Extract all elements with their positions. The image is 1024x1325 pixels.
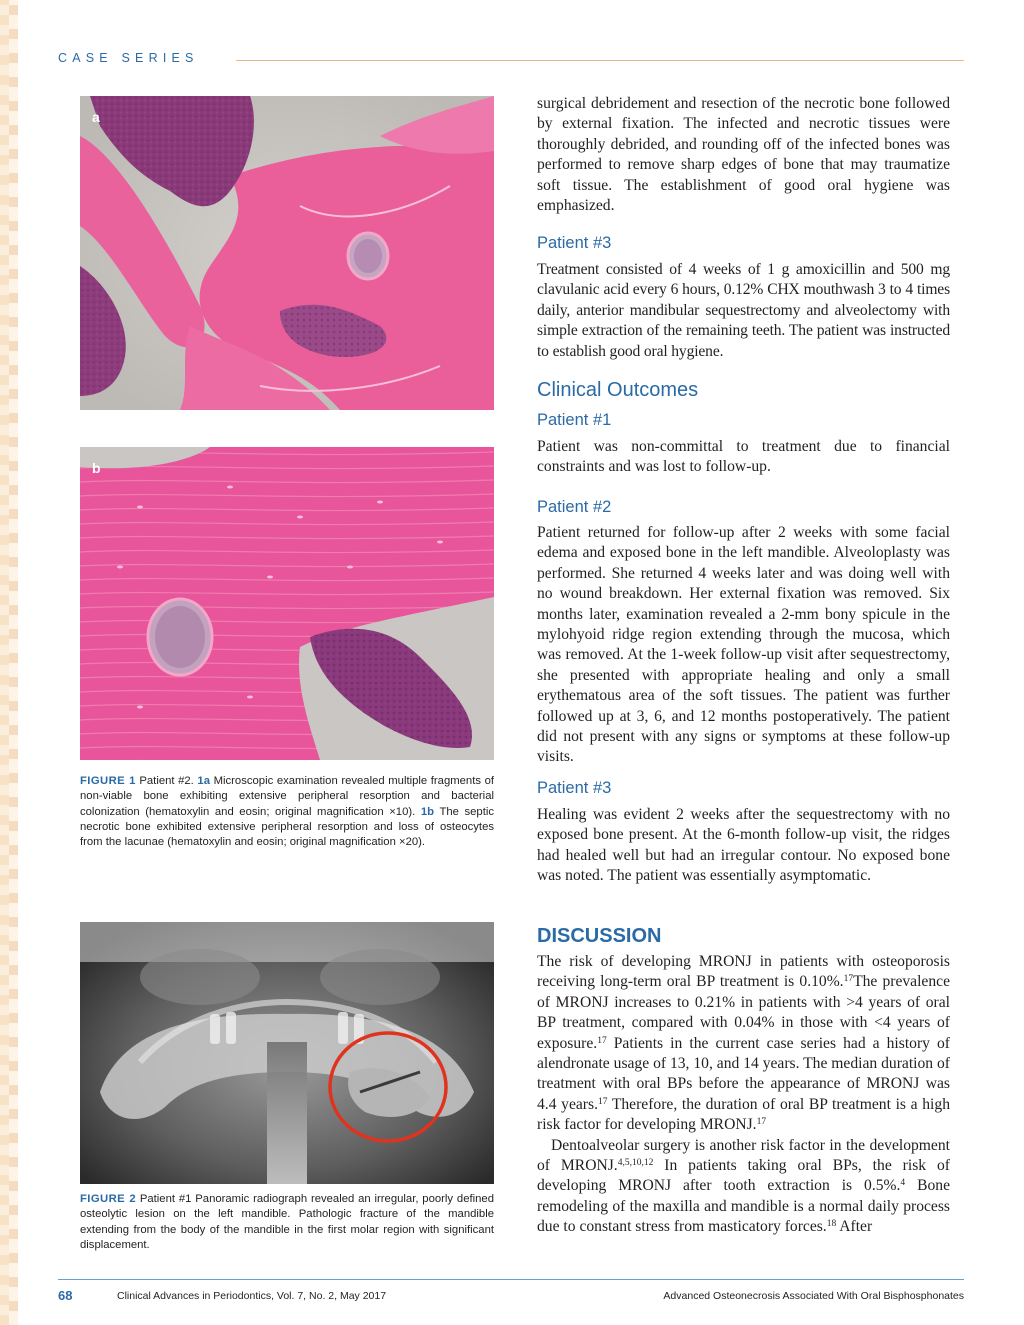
disc2-ref-3: 18 [826, 1219, 837, 1230]
section-label: CASE SERIES [58, 51, 199, 65]
disc2-ref-2: 4 [900, 1178, 906, 1189]
paragraph-patient2-outcome [537, 523, 950, 768]
disc1-ref-1: 17 [843, 974, 854, 985]
panel-label-b: b [92, 460, 101, 476]
figure-1a-micrograph [80, 96, 494, 410]
disc1-ref-3: 17 [597, 1096, 608, 1107]
paragraph-patient3-outcome-text: Healing was evident 2 weeks after the sequestrectomy with no exposed bone present. At the 6-month follow-up visit, the ridges had healed well but had an irregular contour. No exposed bone was noted. The patient was essentially asymptomatic. [537, 806, 950, 885]
heading-patient3-treatment: Patient #3 [537, 234, 612, 252]
heading-patient2-outcome: Patient #2 [537, 498, 612, 516]
footer-rule [58, 1279, 964, 1280]
disc1-ref-2: 17 [597, 1035, 607, 1046]
figure-2-label: FIGURE 2 [80, 1193, 136, 1205]
paragraph-patient3-treatment [537, 260, 950, 362]
figure-1b-text: The septic necrotic bone exhibited extensive peripheral resorption and loss of osteocytes from the lacunae (hematoxylin and eosin; original magnification ×20). [80, 805, 495, 849]
figure-1-label: FIGURE 1 [80, 775, 136, 787]
header-rule [236, 60, 964, 61]
page-edge-decoration [0, 0, 18, 1325]
panel-label-a: a [92, 109, 100, 125]
figure-1a-label: 1a [197, 775, 210, 787]
figure-2-caption [80, 1192, 494, 1253]
figure-1b-label: 1b [420, 805, 435, 818]
disc2-text-1: Dentoalveolar surgery is another risk factor in the development of MRONJ. [537, 1136, 950, 1175]
figure-1a-text: Microscopic examination revealed multiple fragments of non-viable bone exhibiting extensive peripheral resorption and bacterial colonization (hematoxylin and eosin; original magnification ×10). [80, 775, 495, 818]
disc1-text-2: The prevalence of MRONJ increases to 0.21% in patients with >4 years of oral BP treatment, compared with 0.04% in those with <4 years of exposure. [537, 973, 950, 1052]
figure-2-text: Patient #1 Panoramic radiograph revealed an irregular, poorly defined osteolytic lesion on the left mandible. Pathologic fracture of the mandible extending from the body of the mandible in the first molar region with significant displacement. [80, 1193, 494, 1251]
disc1-text-3: Patients in the current case series had a history of alendronate usage of 13, 10, and 14 years. The median duration of treatment with oral BPs before the appearance of MRONJ was 4.4 years. [537, 1034, 950, 1113]
discussion-body [537, 952, 950, 1238]
discussion-paragraph-2 [537, 1136, 950, 1238]
paragraph-patient2-outcome-text: Patient returned for follow-up after 2 weeks with some facial edema and exposed bone in the left mandible. Alveoloplasty was performed. She returned 4 weeks later and was doing well with no wound breakdown. Her external fixation was removed. Six months later, examination revealed a 2-mm bony spicule in the mylohyoid ridge region extending through the mucosa, which was removed. At the 1-week follow-up visit after sequestrectomy, she presented with appropriate healing and only a small erythematous area of the soft tissues. The patient was further followed up at 3, 6, and 12 months postoperatively. The patient did not present with any signs or symptoms at these follow-up visits. [537, 524, 950, 766]
figure-2-radiograph [80, 922, 494, 1184]
heading-patient1-outcome: Patient #1 [537, 411, 612, 429]
heading-patient3-outcome: Patient #3 [537, 779, 612, 797]
disc2-ref-1: 4,5,10,12 [617, 1158, 654, 1169]
paragraph-intro-text: surgical debridement and resection of the necrotic bone followed by external fixation. The infected and necrotic tissues were thoroughly debrided, and rounding off of the infected bones was performed to remove sharp edges of bone that may traumatize soft tissue. The establishment of good oral hygiene was emphasized. [537, 95, 950, 215]
disc2-text-4: After [836, 1218, 873, 1236]
paragraph-intro [537, 94, 950, 216]
paragraph-patient3-treatment-text: Treatment consisted of 4 weeks of 1 g amoxicillin and 500 mg clavulanic acid every 6 hours, 0.12% CHX mouthwash 3 to 4 times daily, anterior mandibular sequestrectomy and alveolectomy with simple extraction of the remaining teeth. The patient was instructed to establish good oral hygiene. [537, 261, 950, 360]
disc1-text-1: The risk of developing MRONJ in patients with osteoporosis receiving long-term oral BP treatment is 0.10%. [537, 953, 950, 991]
footer-journal-citation: Clinical Advances in Periodontics, Vol. 7, No. 2, May 2017 [117, 1290, 387, 1302]
paragraph-patient3-outcome [537, 805, 950, 887]
heading-clinical-outcomes: Clinical Outcomes [537, 379, 699, 401]
discussion-paragraph-1 [537, 952, 950, 1136]
disc2-text-2: In patients taking oral BPs, the risk of developing MRONJ after tooth extraction is 0.5%. [537, 1157, 950, 1195]
paragraph-patient1-outcome-text: Patient was non-committal to treatment due to financial constraints and was lost to follow-up. [537, 438, 950, 476]
figure-1-intro: Patient #2. [139, 775, 194, 787]
disc1-text-4: Therefore, the duration of oral BP treatment is a high risk factor for developing MRONJ. [537, 1095, 950, 1134]
figure-1b-micrograph [80, 447, 494, 760]
paragraph-patient1-outcome [537, 437, 950, 478]
disc2-text-3: Bone remodeling of the maxilla and mandible is a normal daily process due to constant stress from masticatory forces. [537, 1177, 950, 1236]
disc1-ref-4: 17 [756, 1117, 767, 1128]
heading-discussion: DISCUSSION [537, 925, 662, 947]
footer-article-title: Advanced Osteonecrosis Associated With Oral Bisphosphonates [663, 1290, 964, 1302]
figure-1-caption [80, 774, 494, 850]
page-number: 68 [58, 1288, 73, 1303]
